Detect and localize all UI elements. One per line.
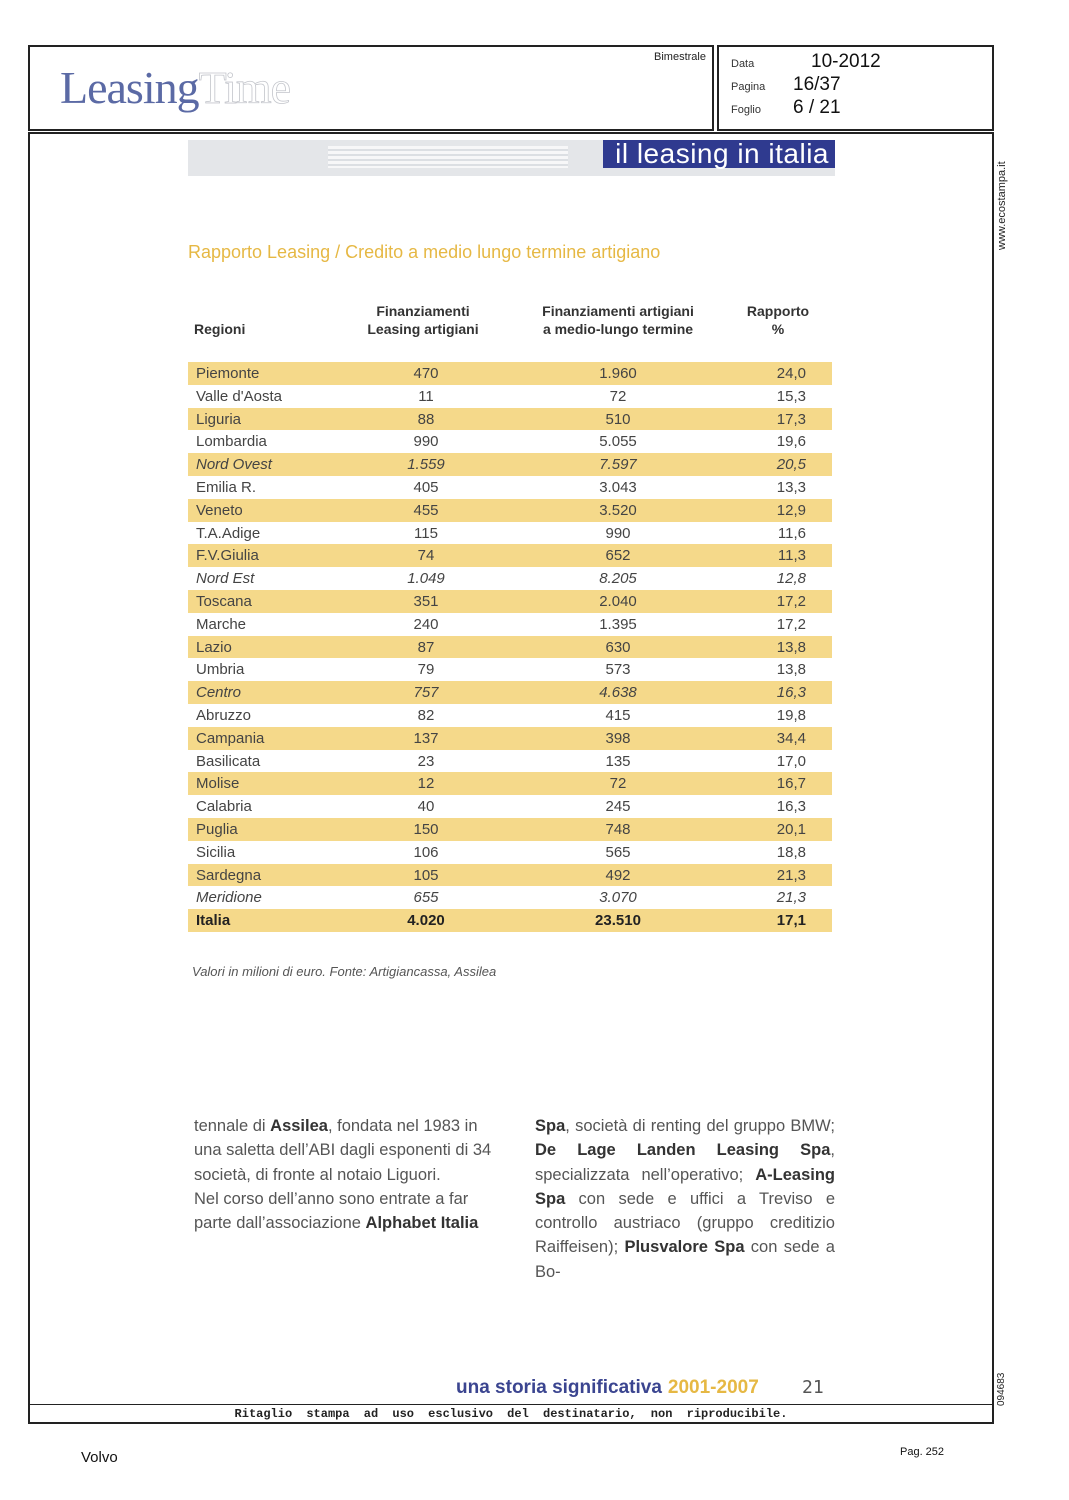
cell-credito: 573 xyxy=(605,661,631,679)
table-row xyxy=(188,750,832,773)
table-subtotal-row xyxy=(188,886,832,909)
table-row xyxy=(188,841,832,864)
cell-region: Sicilia xyxy=(196,843,236,861)
cell-region: Lombardia xyxy=(196,433,267,451)
header-masthead xyxy=(28,45,714,131)
cell-credito: 630 xyxy=(605,638,631,656)
bold-text: Spa xyxy=(535,1117,566,1135)
publication-logo xyxy=(60,61,290,114)
cell-rapporto: 16,3 xyxy=(776,798,806,816)
cell-credito: 565 xyxy=(605,843,631,861)
side-code: 094683 xyxy=(996,1372,1007,1406)
cell-leasing: 105 xyxy=(413,866,439,884)
cell-region: Molise xyxy=(196,775,240,793)
text: Nel corso dell’anno sono entrate a far parte dall’associazione xyxy=(194,1189,469,1233)
cell-region: Valle d'Aosta xyxy=(196,387,282,405)
col-header-credito xyxy=(518,302,718,338)
cell-credito: 510 xyxy=(605,410,631,428)
cell-region: Meridione xyxy=(196,889,262,907)
table-row xyxy=(188,704,832,727)
footer-years: 2001-2007 xyxy=(667,1377,759,1398)
cell-leasing: 405 xyxy=(413,478,439,496)
cell-credito: 4.638 xyxy=(599,684,637,702)
cell-rapporto: 16,7 xyxy=(776,775,806,793)
text: con sede a Bo- xyxy=(535,1238,835,1281)
meta-date-label: Data xyxy=(731,58,755,70)
table-row xyxy=(188,636,832,659)
cell-leasing: 79 xyxy=(417,661,435,679)
table-row xyxy=(188,818,832,841)
table-row xyxy=(188,476,832,499)
meta-page-value: 16/37 xyxy=(793,74,841,95)
bold-text: De Lage Landen Leasing Spa xyxy=(535,1141,831,1160)
cell-rapporto: 20,1 xyxy=(776,820,806,838)
cell-leasing: 106 xyxy=(413,843,439,861)
cell-rapporto: 17,2 xyxy=(776,615,806,633)
cell-leasing: 240 xyxy=(413,615,439,633)
table-row xyxy=(188,658,832,681)
table-row xyxy=(188,522,832,545)
cell-region: Campania xyxy=(196,729,265,747)
cell-region: Emilia R. xyxy=(196,478,257,496)
logo-time: Time xyxy=(198,62,291,113)
table-row xyxy=(188,613,832,636)
table-row xyxy=(188,362,832,385)
col-header-rapporto-line2: % xyxy=(771,321,785,337)
cell-leasing: 12 xyxy=(417,775,435,793)
table-row xyxy=(188,385,832,408)
section-title: il leasing in italia xyxy=(603,140,835,168)
cell-leasing: 4.020 xyxy=(407,912,445,930)
article-page xyxy=(28,132,994,1424)
bold-text: Alphabet Italia xyxy=(365,1214,479,1233)
text: tennale di xyxy=(194,1117,271,1135)
cell-rapporto: 13,8 xyxy=(776,661,806,679)
cell-rapporto: 17,1 xyxy=(776,912,806,930)
page-indicator: Pag. 252 xyxy=(900,1446,945,1458)
meta-date-value: 10-2012 xyxy=(811,51,881,72)
client-name: Volvo xyxy=(81,1449,118,1466)
footer-divider xyxy=(30,1404,992,1405)
cell-leasing: 455 xyxy=(413,501,439,519)
text: , società di renting del gruppo BMW; xyxy=(565,1117,835,1135)
cell-rapporto: 16,3 xyxy=(776,684,806,702)
cell-credito: 492 xyxy=(605,866,631,884)
cell-region: Basilicata xyxy=(196,752,261,770)
cell-leasing: 23 xyxy=(417,752,435,770)
cell-region: Lazio xyxy=(196,638,232,656)
cell-credito: 245 xyxy=(605,798,631,816)
cell-credito: 652 xyxy=(605,547,631,565)
cell-credito: 748 xyxy=(605,820,631,838)
cell-credito: 2.040 xyxy=(599,592,637,610)
cell-rapporto: 17,3 xyxy=(776,410,806,428)
meta-page-label: Pagina xyxy=(731,81,766,93)
cell-credito: 3.043 xyxy=(599,478,637,496)
table-row xyxy=(188,795,832,818)
cell-region: Italia xyxy=(196,912,231,930)
cell-leasing: 11 xyxy=(418,387,434,405)
cell-credito: 72 xyxy=(609,775,627,793)
cell-rapporto: 20,5 xyxy=(776,456,806,474)
footer-brand xyxy=(456,1377,759,1399)
col-header-leasing-line1: Finanziamenti xyxy=(376,303,470,319)
cell-region: Nord Ovest xyxy=(196,456,272,474)
cell-leasing: 1.559 xyxy=(407,456,445,474)
cell-region: Marche xyxy=(196,615,247,633)
cell-credito: 72 xyxy=(609,387,627,405)
footer-brand-text: una storia significativa xyxy=(456,1377,662,1398)
meta-sheet-label: Foglio xyxy=(731,104,761,116)
cell-rapporto: 21,3 xyxy=(776,889,806,907)
logo-leasing: Leasing xyxy=(60,62,199,113)
side-url: www.ecostampa.it xyxy=(996,161,1008,250)
col-header-leasing-line2: Leasing artigiani xyxy=(367,321,479,337)
col-header-credito-line2: a medio-lungo termine xyxy=(542,321,694,337)
cell-region: F.V.Giulia xyxy=(196,547,259,565)
table-row xyxy=(188,727,832,750)
table-subtotal-row xyxy=(188,567,832,590)
cell-credito: 1.960 xyxy=(599,365,637,382)
table-row xyxy=(188,590,832,613)
cell-region: T.A.Adige xyxy=(196,524,261,542)
table-header xyxy=(188,302,835,342)
cell-leasing: 351 xyxy=(413,592,439,610)
cell-credito: 135 xyxy=(605,752,631,770)
cell-credito: 7.597 xyxy=(599,456,637,474)
table-row xyxy=(188,772,832,795)
cell-credito: 5.055 xyxy=(599,433,637,451)
cell-rapporto: 12,8 xyxy=(776,570,806,588)
cell-leasing: 470 xyxy=(413,365,439,382)
col-header-rapporto-line1: Rapporto xyxy=(746,303,810,319)
cell-rapporto: 13,8 xyxy=(776,638,806,656)
col-header-rapporto xyxy=(728,302,828,338)
cell-credito: 398 xyxy=(605,729,631,747)
table-row xyxy=(188,544,832,567)
cell-rapporto: 12,9 xyxy=(776,501,806,519)
cell-credito: 1.395 xyxy=(599,615,637,633)
article-column-left xyxy=(194,1114,494,1235)
cell-credito: 3.520 xyxy=(599,501,637,519)
cell-credito: 3.070 xyxy=(599,889,637,907)
meta-sheet-value: 6 / 21 xyxy=(793,97,841,118)
col-header-credito-line1: Finanziamenti artigiani xyxy=(542,303,694,319)
cell-rapporto: 24,0 xyxy=(776,365,806,382)
cell-region: Nord Est xyxy=(196,570,255,588)
table-subtotal-row xyxy=(188,681,832,704)
cell-credito: 415 xyxy=(605,706,631,724)
cell-region: Piemonte xyxy=(196,365,260,382)
text: , specializzata nell’operativo; xyxy=(535,1141,835,1184)
section-banner xyxy=(188,140,835,176)
cell-region: Centro xyxy=(196,684,242,702)
cell-leasing: 1.049 xyxy=(407,570,445,588)
disclaimer: Ritaglio stampa ad uso esclusivo del destinatario, non riproducibile. xyxy=(234,1407,788,1421)
cell-rapporto: 34,4 xyxy=(776,729,806,747)
data-table xyxy=(188,362,832,932)
cell-rapporto: 17,2 xyxy=(776,592,806,610)
cell-leasing: 40 xyxy=(417,798,435,816)
cell-credito: 8.205 xyxy=(599,570,637,588)
meta-sheet xyxy=(731,97,841,119)
cell-credito: 990 xyxy=(605,524,631,542)
cell-region: Liguria xyxy=(196,410,242,428)
cell-leasing: 115 xyxy=(414,524,438,542)
cell-region: Sardegna xyxy=(196,866,262,884)
cell-leasing: 74 xyxy=(417,547,435,565)
col-header-regioni: Regioni xyxy=(194,321,246,337)
table-title: Rapporto Leasing / Credito a medio lungo termine artigiano xyxy=(188,242,661,262)
periodicity-label: Bimestrale xyxy=(654,51,706,63)
cell-leasing: 757 xyxy=(413,684,439,702)
cell-region: Toscana xyxy=(196,592,252,610)
cell-rapporto: 11,6 xyxy=(777,524,806,542)
cell-leasing: 82 xyxy=(417,706,435,724)
cell-region: Puglia xyxy=(196,820,238,838)
cell-region: Calabria xyxy=(196,798,252,816)
cell-region: Umbria xyxy=(196,661,245,679)
cell-leasing: 137 xyxy=(413,729,439,747)
cell-leasing: 87 xyxy=(417,638,435,656)
cell-region: Veneto xyxy=(196,501,243,519)
col-header-leasing xyxy=(348,302,498,338)
text: , fondata nel 1983 in una saletta dell’ABI dagli esponenti di 34 società, di fronte al notaio Liguori. xyxy=(194,1117,492,1184)
bold-text: A-Leasing Spa xyxy=(535,1165,835,1208)
meta-date xyxy=(731,51,881,73)
table-row xyxy=(188,499,832,522)
cell-rapporto: 17,0 xyxy=(776,752,806,770)
table-row xyxy=(188,430,832,453)
cell-leasing: 990 xyxy=(413,433,439,451)
article-column-right xyxy=(535,1114,835,1284)
text: con sede e uffici a Treviso e controllo austriaco (gruppo creditizio Raiffeisen); xyxy=(535,1189,835,1257)
cell-region: Abruzzo xyxy=(196,706,252,724)
bold-text: Plusvalore Spa xyxy=(624,1238,745,1257)
table-row xyxy=(188,408,832,431)
header-meta xyxy=(717,45,994,131)
table-source-note: Valori in milioni di euro. Fonte: Artigiancassa, Assilea xyxy=(192,964,497,979)
table-total-row xyxy=(188,909,832,932)
banner-stripes xyxy=(328,146,568,168)
cell-rapporto: 19,6 xyxy=(776,433,806,451)
bold-text: Assilea xyxy=(270,1117,328,1135)
cell-leasing: 150 xyxy=(413,820,439,838)
cell-rapporto: 13,3 xyxy=(776,478,806,496)
cell-leasing: 88 xyxy=(417,410,435,428)
meta-page xyxy=(731,74,841,96)
cell-leasing: 655 xyxy=(413,889,439,907)
cell-rapporto: 21,3 xyxy=(776,866,806,884)
cell-credito: 23.510 xyxy=(595,912,641,930)
cell-rapporto: 18,8 xyxy=(776,843,806,861)
footer-page-number: 21 xyxy=(802,1377,824,1398)
cell-rapporto: 15,3 xyxy=(776,387,806,405)
cell-rapporto: 11,3 xyxy=(777,547,806,565)
table-row xyxy=(188,864,832,887)
table-subtotal-row xyxy=(188,453,832,476)
cell-rapporto: 19,8 xyxy=(776,706,806,724)
